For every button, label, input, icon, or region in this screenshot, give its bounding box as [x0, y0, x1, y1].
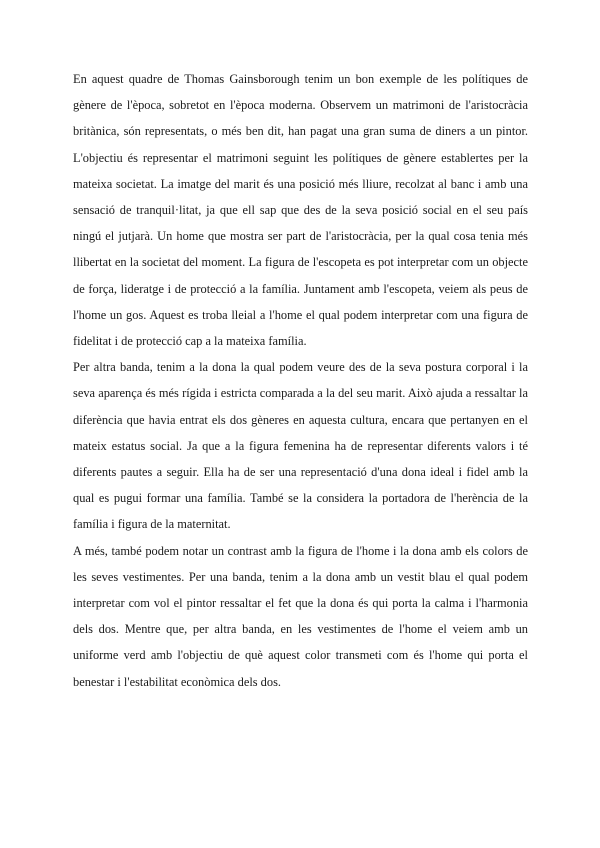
paragraph: A més, també podem notar un contrast amb la figura de l'home i la dona amb els colors de les seves vestimentes. Per una banda, tenim a la dona amb un vestit blau el qual podem interpretar com vol el pintor ressaltar el fet que la dona és qui porta la calma i l'harmonia dels dos. Mentre que, per altra banda, en les vestimentes de l'home el veiem amb un uniforme verd amb l'objectiu de què aquest color transmeti com és l'home qui porta el benestar i l'estabilitat econòmica dels dos. [73, 543, 528, 689]
paragraph: Per altra banda, tenim a la dona la qual podem veure des de la seva postura corporal i la seva aparença és més rígida i estricta comparada a la del seu marit. Això ajuda a ressaltar la diferència que havia entrat els dos gèneres en aquesta cultura, encara que pertanyen en el mateix estatus social. Ja que a la figura femenina ha de representar diferents valors i té diferents pautes a seguir. Ella ha de ser una representació d'una dona ideal i fidel amb la qual es pugui formar una família. També se la considera la portadora de l'herència de la família i figura de la maternitat. [73, 360, 528, 532]
paragraph: En aquest quadre de Thomas Gainsborough tenim un bon exemple de les polítiques de gènere de l'època, sobretot en l'època moderna. Observem un matrimoni de l'aristocràcia britànica, són representats, o més ben dit, han pagat una gran suma de diners a un pintor. L'objectiu és representar el matrimoni seguint les polítiques de gènere establertes per la mateixa societat. La imatge del marit és una posició més lliure, recolzat al banc i amb una sensació de tranquil·litat, ja que ell sap que des de la seva posició social en el seu país ningú el jutjarà. Un home que mostra ser part de l'aristocràcia, per la qual cosa tenia més llibertat en la societat del moment. La figura de l'escopeta es pot interpretar com un objecte de força, lideratge i de protecció a la família. Juntament amb l'escopeta, veiem als peus de l'home un gos. Aquest es troba lleial a l'home el qual podem interpretar com una figura de fidelitat i de protecció cap a la mateixa família. [73, 72, 528, 349]
body-text [73, 66, 528, 695]
